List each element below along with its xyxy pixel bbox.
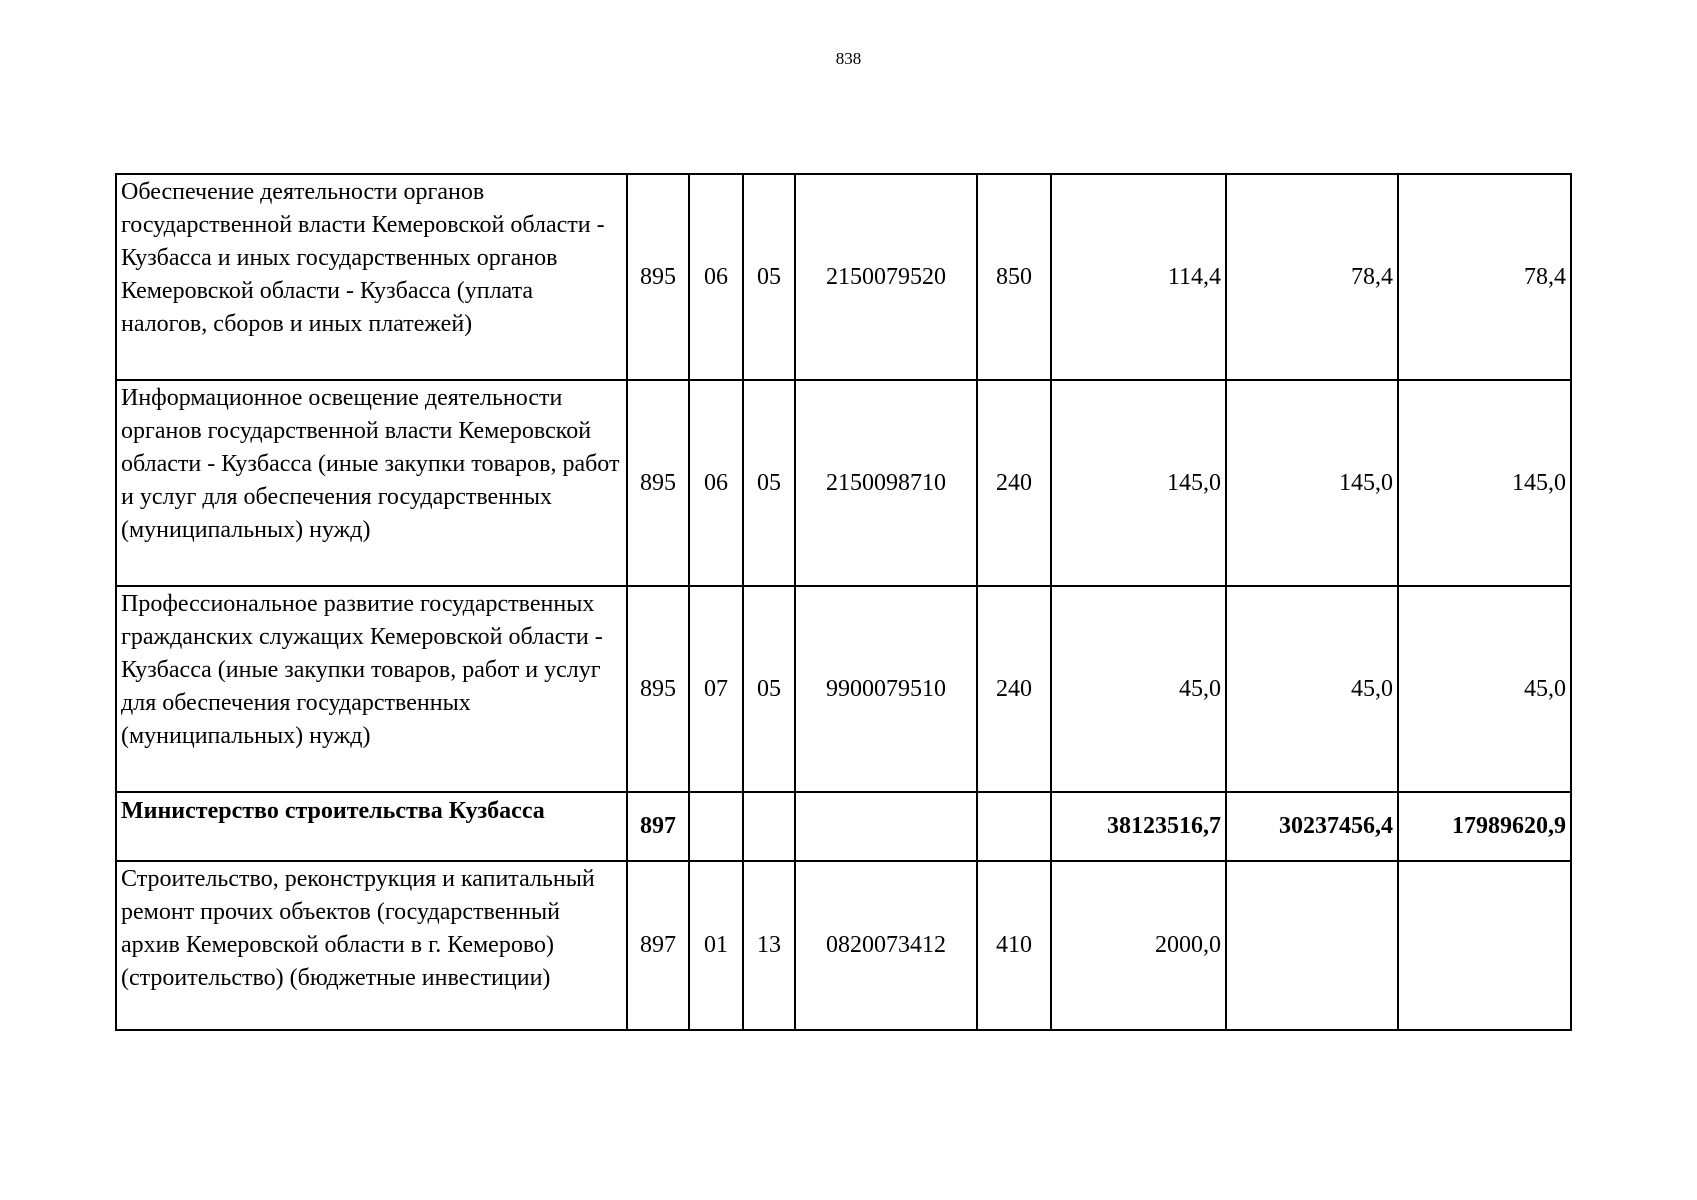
section-code: 06	[689, 174, 743, 380]
target-article-code	[795, 792, 977, 861]
ministry-code: 897	[627, 861, 689, 1030]
expense-type-code: 240	[977, 380, 1051, 586]
section-code: 01	[689, 861, 743, 1030]
ministry-code: 897	[627, 792, 689, 861]
table-row-ministry-total	[116, 792, 1571, 861]
amount-1: 45,0	[1051, 586, 1226, 792]
section-code: 07	[689, 586, 743, 792]
table-row	[116, 586, 1571, 792]
section-code: 06	[689, 380, 743, 586]
ministry-code: 895	[627, 586, 689, 792]
table-row	[116, 380, 1571, 586]
budget-table	[115, 173, 1572, 1031]
amount-2: 78,4	[1226, 174, 1398, 380]
subsection-code: 05	[743, 380, 795, 586]
amount-3: 78,4	[1398, 174, 1571, 380]
amount-2: 145,0	[1226, 380, 1398, 586]
amount-1: 2000,0	[1051, 861, 1226, 1030]
amount-1: 38123516,7	[1051, 792, 1226, 861]
expense-type-code	[977, 792, 1051, 861]
amount-2	[1226, 861, 1398, 1030]
subsection-code: 05	[743, 174, 795, 380]
amount-3: 17989620,9	[1398, 792, 1571, 861]
subsection-code: 13	[743, 861, 795, 1030]
table-row	[116, 861, 1571, 1030]
target-article-code: 2150079520	[795, 174, 977, 380]
expense-type-code: 850	[977, 174, 1051, 380]
amount-2: 45,0	[1226, 586, 1398, 792]
expense-type-code: 410	[977, 861, 1051, 1030]
amount-2: 30237456,4	[1226, 792, 1398, 861]
expense-type-code: 240	[977, 586, 1051, 792]
row-name: Обеспечение деятельности органов государственной власти Кемеровской области - Кузбасса и иных государственных органов Кемеровской области - Кузбасса (уплата налогов, сборов и иных платежей)	[116, 174, 627, 380]
amount-1: 145,0	[1051, 380, 1226, 586]
amount-3: 145,0	[1398, 380, 1571, 586]
subsection-code: 05	[743, 586, 795, 792]
target-article-code: 0820073412	[795, 861, 977, 1030]
table-row	[116, 174, 1571, 380]
subsection-code	[743, 792, 795, 861]
target-article-code: 9900079510	[795, 586, 977, 792]
amount-3: 45,0	[1398, 586, 1571, 792]
amount-1: 114,4	[1051, 174, 1226, 380]
section-code	[689, 792, 743, 861]
ministry-code: 895	[627, 174, 689, 380]
amount-3	[1398, 861, 1571, 1030]
row-name: Министерство строительства Кузбасса	[116, 792, 627, 861]
target-article-code: 2150098710	[795, 380, 977, 586]
row-name: Строительство, реконструкция и капитальный ремонт прочих объектов (государственный архив Кемеровской области в г. Кемерово) (строительство) (бюджетные инвестиции)	[116, 861, 627, 1030]
page-number: 838	[835, 49, 862, 68]
ministry-code: 895	[627, 380, 689, 586]
row-name: Профессиональное развитие государственных гражданских служащих Кемеровской области - Кузбасса (иные закупки товаров, работ и услуг для обеспечения государственных (муниципальных) нужд)	[116, 586, 627, 792]
row-name: Информационное освещение деятельности органов государственной власти Кемеровской области - Кузбасса (иные закупки товаров, работ и услуг для обеспечения государственных (муниципальных) нужд)	[116, 380, 627, 586]
